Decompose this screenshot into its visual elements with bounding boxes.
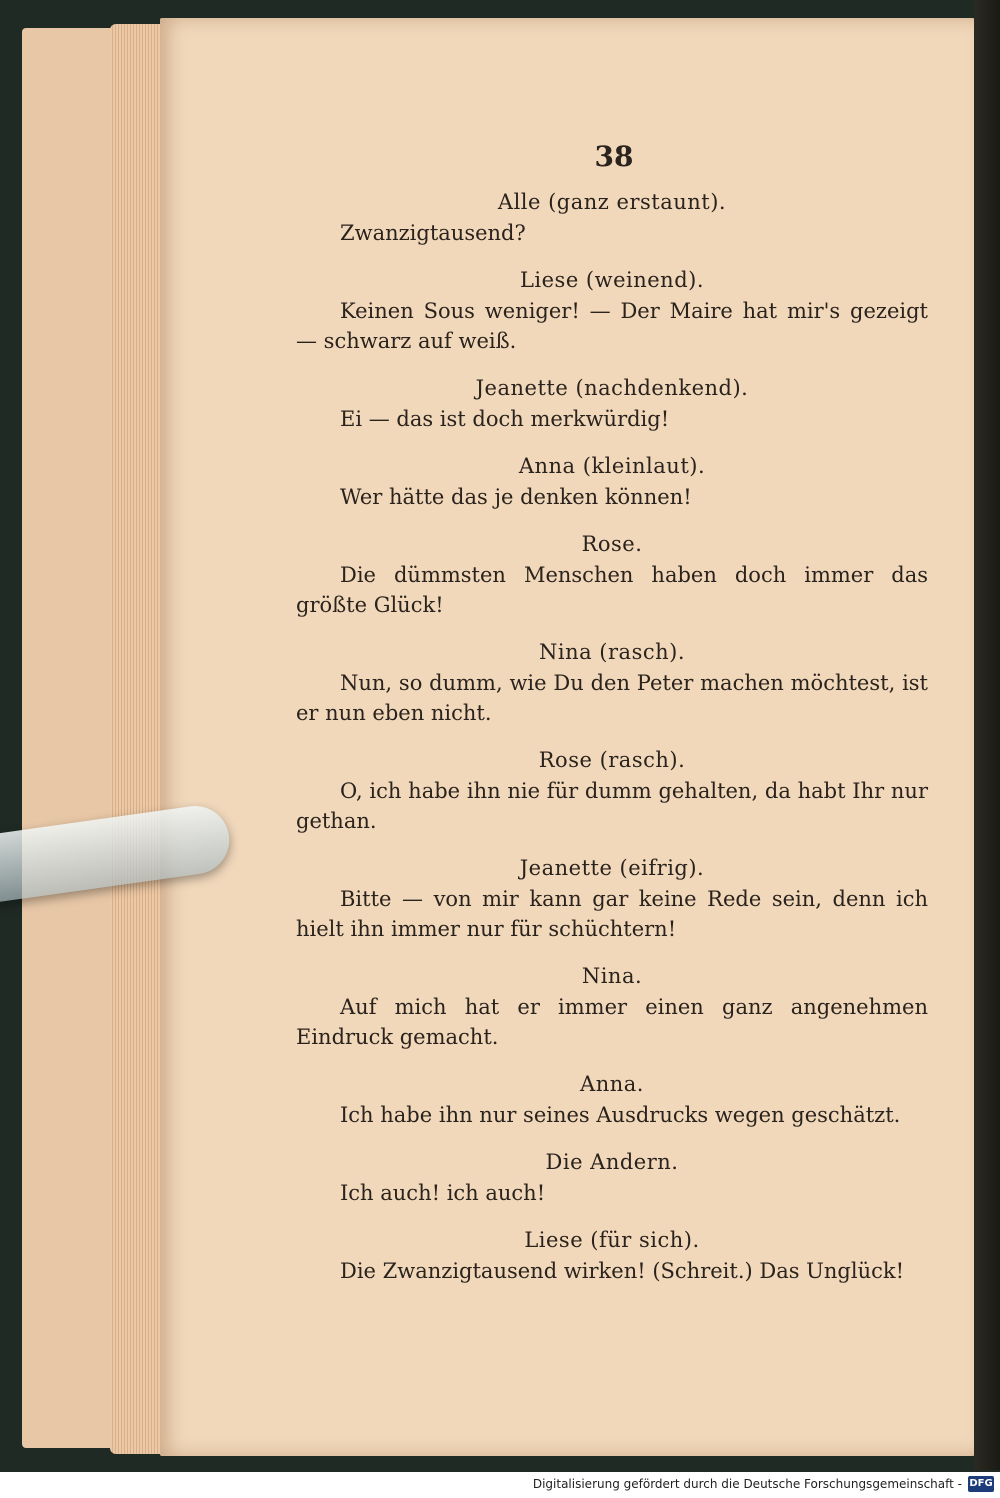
speaker-label: Alle (ganz erstaunt). [497,190,727,214]
speaker-label: Liese (weinend). [519,268,705,292]
speaker-label: Nina. [581,964,643,988]
dialogue-line: Nun, so dumm, wie Du den Peter machen möchtest, ist er nun eben nicht. [296,671,928,725]
speaker-label: Anna (kleinlaut). [518,454,706,478]
speaker-label: Rose (rasch). [538,748,686,772]
page-number: 38 [594,140,634,173]
dialogue-line: Ei — das ist doch merkwürdig! [340,407,670,431]
dialogue-line: Wer hätte das je denken können! [340,485,692,509]
dialogue-line: Keinen Sous weniger! — Der Maire hat mir's gezeigt — schwarz auf weiß. [296,299,928,353]
dialogue-line: Die Zwanzigtausend wirken! (Schreit.) Das Unglück! [340,1259,905,1283]
dialogue-line: Bitte — von mir kann gar keine Rede sein, denn ich hielt ihn immer nur für schüchtern! [296,887,928,941]
speaker-label: Jeanette (eifrig). [519,856,705,880]
speaker-label: Die Andern. [545,1150,679,1174]
footer-bar [0,1472,1000,1498]
dialogue-line: Die dümmsten Menschen haben doch immer das größte Glück! [296,563,928,617]
speaker-label: Rose. [581,532,643,556]
dialogue-line: Ich habe ihn nur seines Ausdrucks wegen geschätzt. [340,1103,901,1127]
speaker-label: Nina (rasch). [539,640,685,664]
footer-credit: Digitalisierung gefördert durch die Deutsche Forschungsgemeinschaft - [532,1477,962,1491]
dialogue-line: Auf mich hat er immer einen ganz angenehmen Eindruck gemacht. [296,995,928,1049]
speaker-label: Anna. [580,1072,644,1096]
dialogue-line: Ich auch! ich auch! [340,1181,546,1205]
dialogue-line: O, ich habe ihn nie für dumm gehalten, da habt Ihr nur gethan. [296,779,928,833]
dfg-logo-icon: DFG [968,1476,994,1492]
speaker-label: Jeanette (nachdenkend). [475,376,749,400]
dialogue-line: Zwanzigtausend? [340,221,526,245]
speaker-label: Liese (für sich). [524,1228,700,1252]
book-edge-shadow [974,0,1000,1470]
dialogue-text [296,190,928,1306]
